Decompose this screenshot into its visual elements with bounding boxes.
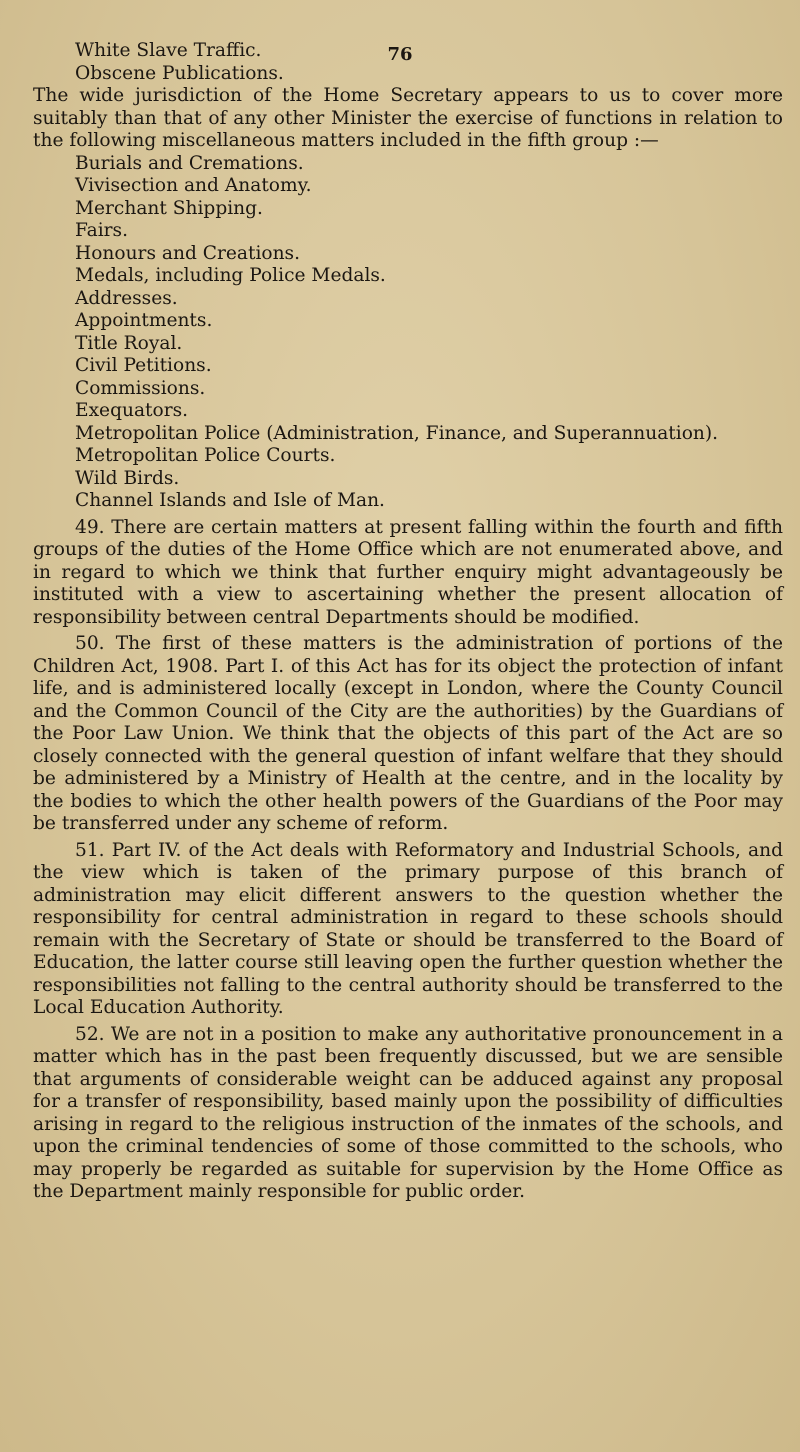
list-item: Obscene Publications. bbox=[75, 62, 284, 84]
list-item: Burials and Cremations. bbox=[75, 152, 304, 174]
list-item: Addresses. bbox=[75, 287, 178, 309]
fifth-group-list bbox=[33, 153, 783, 513]
intro-paragraph: The wide jurisdiction of the Home Secretary appears to us to cover more suitably than that of any other Minister the exercise of functions in relation to the following miscellaneous matters included in the fifth group :— bbox=[33, 85, 783, 151]
list-item: Channel Islands and Isle of Man. bbox=[75, 490, 385, 511]
paragraph-49: 49. There are certain matters at present falling within the fourth and fifth groups of the duties of the Home Office which are not enumerated above, and in regard to which we think that further enquiry might advantageously be instituted with a view to ascertaining whether the present allocation of responsibility between central Departments should be modified. bbox=[33, 516, 783, 628]
list-item: Appointments. bbox=[75, 310, 213, 331]
list-item: Fairs. bbox=[75, 220, 129, 241]
list-item: Vivisection and Anatomy. bbox=[75, 175, 312, 196]
list-item: Wild Birds. bbox=[75, 467, 180, 489]
list-item: Merchant Shipping. bbox=[75, 197, 263, 219]
list-item: White Slave Traffic. bbox=[75, 40, 262, 61]
list-item: Metropolitan Police Courts. bbox=[75, 445, 336, 466]
top-list bbox=[33, 40, 783, 85]
list-item: Metropolitan Police (Administration, Finance, and Superannuation). bbox=[75, 422, 719, 444]
list-item: Civil Petitions. bbox=[75, 355, 212, 376]
page-number: 76 bbox=[387, 44, 413, 65]
paragraph-50: 50. The first of these matters is the administration of portions of the Children Act, 1908. Part I. of this Act has for its object the protection of infant life, and is administered locally (except in London, where the County Council and the Common Council of the City are the authorities) by the Guardians of the Poor Law Union. We think that the objects of this part of the Act are so closely connected with the general question of infant welfare that they should be administered by a Ministry of Health at the centre, and in the locality by the bodies to which the other health powers of the Guardians of the Poor may be transferred under any scheme of reform. bbox=[33, 633, 783, 834]
list-item: Commissions. bbox=[75, 377, 206, 399]
paragraph-52: 52. We are not in a position to make any authoritative pronouncement in a matter which has in the past been frequently discussed, but we are sensible that arguments of considerable weight can be adduced against any proposal for a transfer of responsibility, based mainly upon the possibility of difficulties arising in regard to the religious instruction of the inmates of the schools, and upon the criminal tendencies of some of those committed to the schools, who may properly be regarded as suitable for supervision by the Home Office as the Department mainly responsible for public order. bbox=[33, 1023, 783, 1202]
list-item: Exequators. bbox=[75, 400, 189, 421]
list-item: Medals, including Police Medals. bbox=[75, 265, 386, 286]
list-item: Honours and Creations. bbox=[75, 242, 301, 264]
list-item: Title Royal. bbox=[75, 332, 183, 354]
document-page bbox=[33, 40, 783, 1204]
paragraph-51: 51. Part IV. of the Act deals with Reformatory and Industrial Schools, and the view which is taken of the primary purpose of this branch of administration may elicit different answers to the question whether the responsibility for central administration in regard to these schools should remain with the Secretary of State or should be transferred to the Board of Education, the latter course still leaving open the further question whether the responsibilities not falling to the central authority should be transferred to the Local Education Authority. bbox=[33, 839, 783, 1018]
